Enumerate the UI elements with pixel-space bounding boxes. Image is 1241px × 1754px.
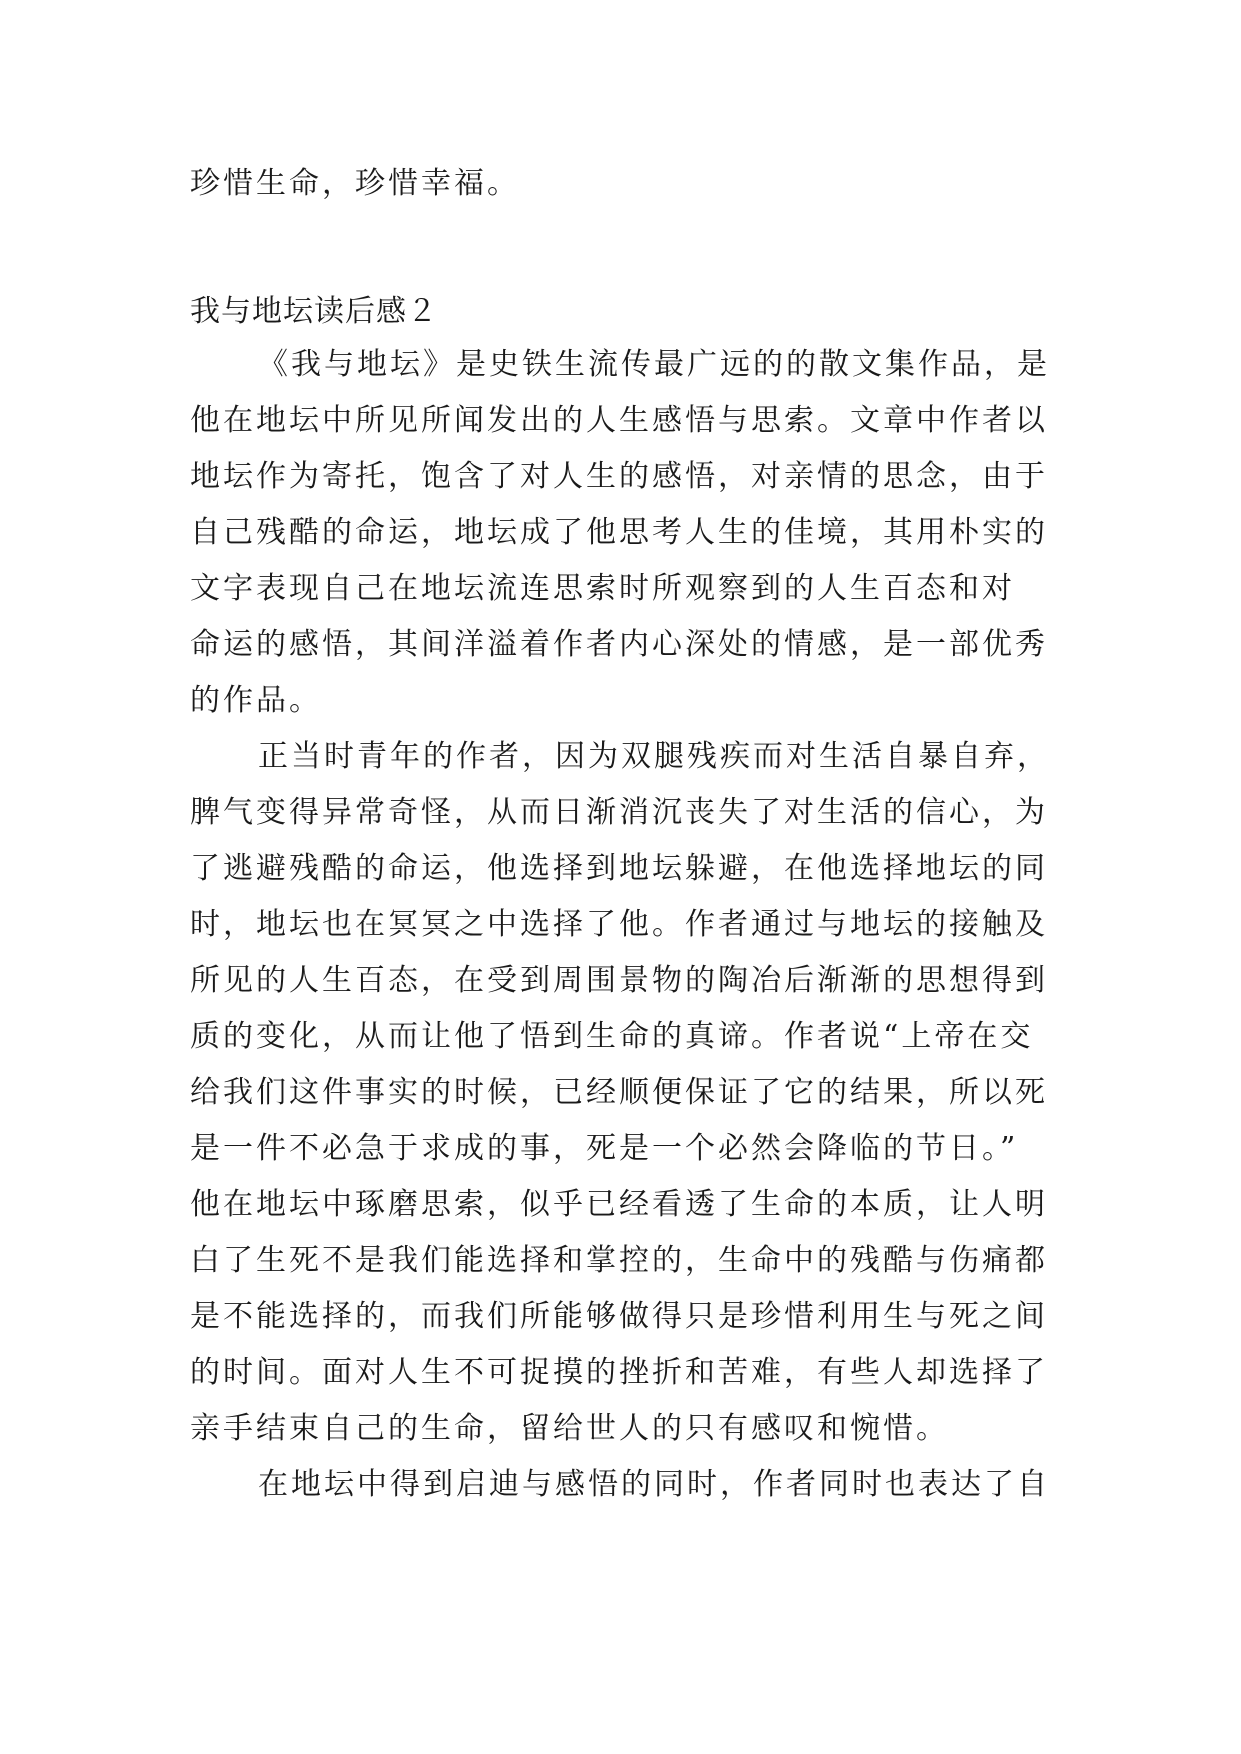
paragraph-3-line-1: 在地坛中得到启迪与感悟的同时，作者同时也表达了自 [258, 1467, 1050, 1502]
paragraph-1-line-5: 文字表现自己在地坛流连思索时所观察到的人生百态和对 [190, 571, 1015, 606]
paragraph-2-line-11: 是不能选择的，而我们所能够做得只是珍惜利用生与死之间 [190, 1299, 1048, 1334]
paragraph-2-line-12: 的时间。面对人生不可捉摸的挫折和苦难，有些人却选择了 [190, 1355, 1048, 1390]
paragraph-2-line-4: 时，地坛也在冥冥之中选择了他。作者通过与地坛的接触及 [190, 907, 1048, 942]
section-title: 我与地坛读后感２ [190, 294, 438, 329]
paragraph-2-line-3: 了逃避残酷的命运，他选择到地坛躲避，在他选择地坛的同 [190, 851, 1048, 886]
paragraph-2-line-8: 是一件不必急于求成的事，死是一个必然会降临的节日。” [190, 1131, 1019, 1166]
paragraph-2-line-10: 白了生死不是我们能选择和掌控的，生命中的残酷与伤痛都 [190, 1243, 1048, 1278]
paragraph-1-line-7: 的作品。 [190, 683, 322, 718]
paragraph-2-line-5: 所见的人生百态，在受到周围景物的陶冶后渐渐的思想得到 [190, 963, 1048, 998]
paragraph-2-line-2: 脾气变得异常奇怪，从而日渐消沉丧失了对生活的信心，为 [190, 795, 1048, 830]
paragraph-1-line-2: 他在地坛中所见所闻发出的人生感悟与思索。文章中作者以 [190, 403, 1048, 438]
paragraph-1-line-4: 自己残酷的命运，地坛成了他思考人生的佳境，其用朴实的 [190, 515, 1048, 550]
paragraph-1-line-6: 命运的感悟，其间洋溢着作者内心深处的情感，是一部优秀 [190, 627, 1048, 662]
paragraph-1-line-1: 《我与地坛》是史铁生流传最广远的的散文集作品，是 [258, 347, 1050, 382]
paragraph-2-line-9: 他在地坛中琢磨思索，似乎已经看透了生命的本质，让人明 [190, 1187, 1048, 1222]
paragraph-1-line-3: 地坛作为寄托，饱含了对人生的感悟，对亲情的思念，由于 [190, 459, 1048, 494]
paragraph-2-line-13: 亲手结束自己的生命，留给世人的只有感叹和惋惜。 [190, 1411, 949, 1446]
previous-paragraph-end: 珍惜生命，珍惜幸福。 [190, 166, 520, 201]
paragraph-2-line-7: 给我们这件事实的时候，已经顺便保证了它的结果，所以死 [190, 1075, 1048, 1110]
paragraph-2-line-6: 质的变化，从而让他了悟到生命的真谛。作者说“上帝在交 [190, 1019, 1034, 1054]
paragraph-2-line-1: 正当时青年的作者，因为双腿残疾而对生活自暴自弃， [258, 739, 1050, 774]
